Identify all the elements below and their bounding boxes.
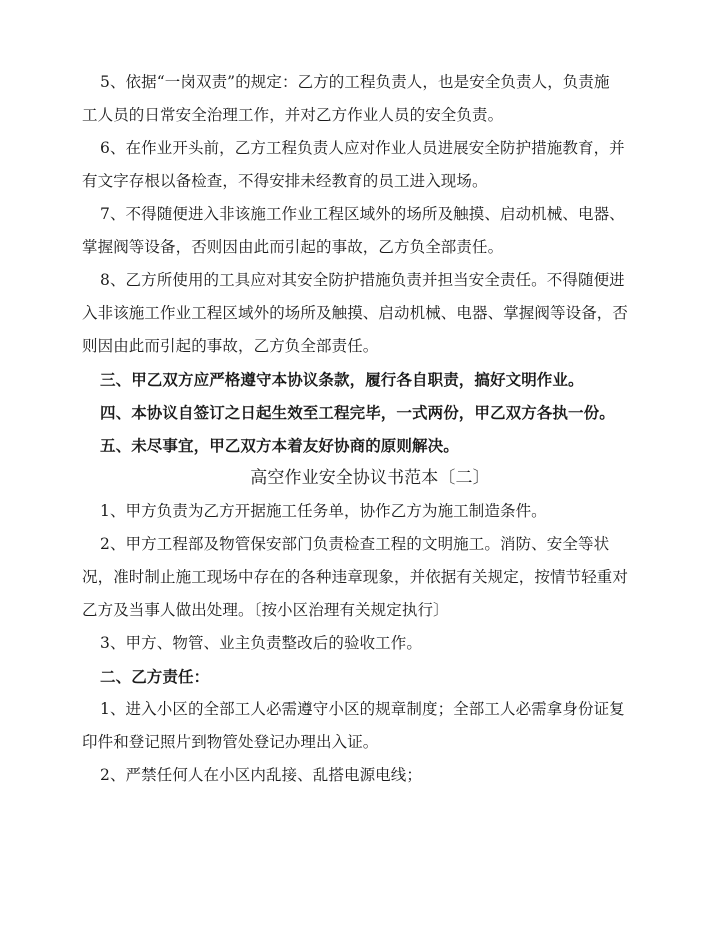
party-b-clause-1-line-1: 1、进入小区的全部工人必需遵守小区的规章制度；全部工人必需拿身份证复 [100,700,625,718]
party-a-clause-2-line-2: 况，准时制止施工现场中存在的各种违章现象，并依据有关规定，按情节轻重对 [82,568,629,586]
clause-5-line-2: 工人员的日常安全治理工作，并对乙方作业人员的安全负责。 [82,106,504,124]
party-a-clause-1: 1、甲方负责为乙方开据施工任务单，协作乙方为施工制造条件。 [100,502,547,520]
clause-6-line-2: 有文字存根以备检查，不得安排未经教育的员工进入现场。 [82,172,488,190]
clause-5-line-1: 5、依据“一岗双责”的规定：乙方的工程负责人，也是安全负责人，负责施 [100,73,610,91]
party-a-clause-2-line-3: 乙方及当事人做出处理。〔按小区治理有关规定执行〕 [82,601,449,619]
party-a-clause-2-line-1: 2、甲方工程部及物管保安部门负责检查工程的文明施工。消防、安全等状 [100,535,610,553]
clause-8-line-3: 则因由此而引起的事故，乙方负全部责任。 [82,337,379,355]
section-4-heading: 四、本协议自签订之日起生效至工程完毕，一式两份，甲乙双方各执一份。 [100,403,615,422]
party-b-heading: 二、乙方责任： [100,667,210,686]
party-a-clause-3: 3、甲方、物管、业主负责整改后的验收工作。 [100,634,422,652]
section-5-heading: 五、未尽事宜，甲乙双方本着友好协商的原则解决。 [100,436,459,455]
party-b-clause-2: 2、严禁任何人在小区内乱接、乱搭电源电线； [100,766,422,784]
document-body [82,66,658,792]
section-3-heading: 三、甲乙双方应严格遵守本协议条款，履行各自职责，搞好文明作业。 [100,370,584,389]
clause-7-line-2: 掌握阀等设备，否则因由此而引起的事故，乙方负全部责任。 [82,238,504,256]
clause-7-line-1: 7、不得随便进入非该施工作业工程区域外的场所及触摸、启动机械、电器、 [100,205,625,223]
clause-8-line-1: 8、乙方所使用的工具应对其安全防护措施负责并担当安全责任。不得随便进 [100,271,625,289]
clause-6-line-1: 6、在作业开头前，乙方工程负责人应对作业人员进展安全防护措施教育，并 [100,139,625,157]
party-b-clause-1-line-2: 印件和登记照片到物管处登记办理出入证。 [82,733,379,751]
document-title: 高空作业安全协议书范本〔二〕 [250,468,490,488]
clause-8-line-2: 入非该施工作业工程区域外的场所及触摸、启动机械、电器、掌握阀等设备，否 [82,304,629,322]
